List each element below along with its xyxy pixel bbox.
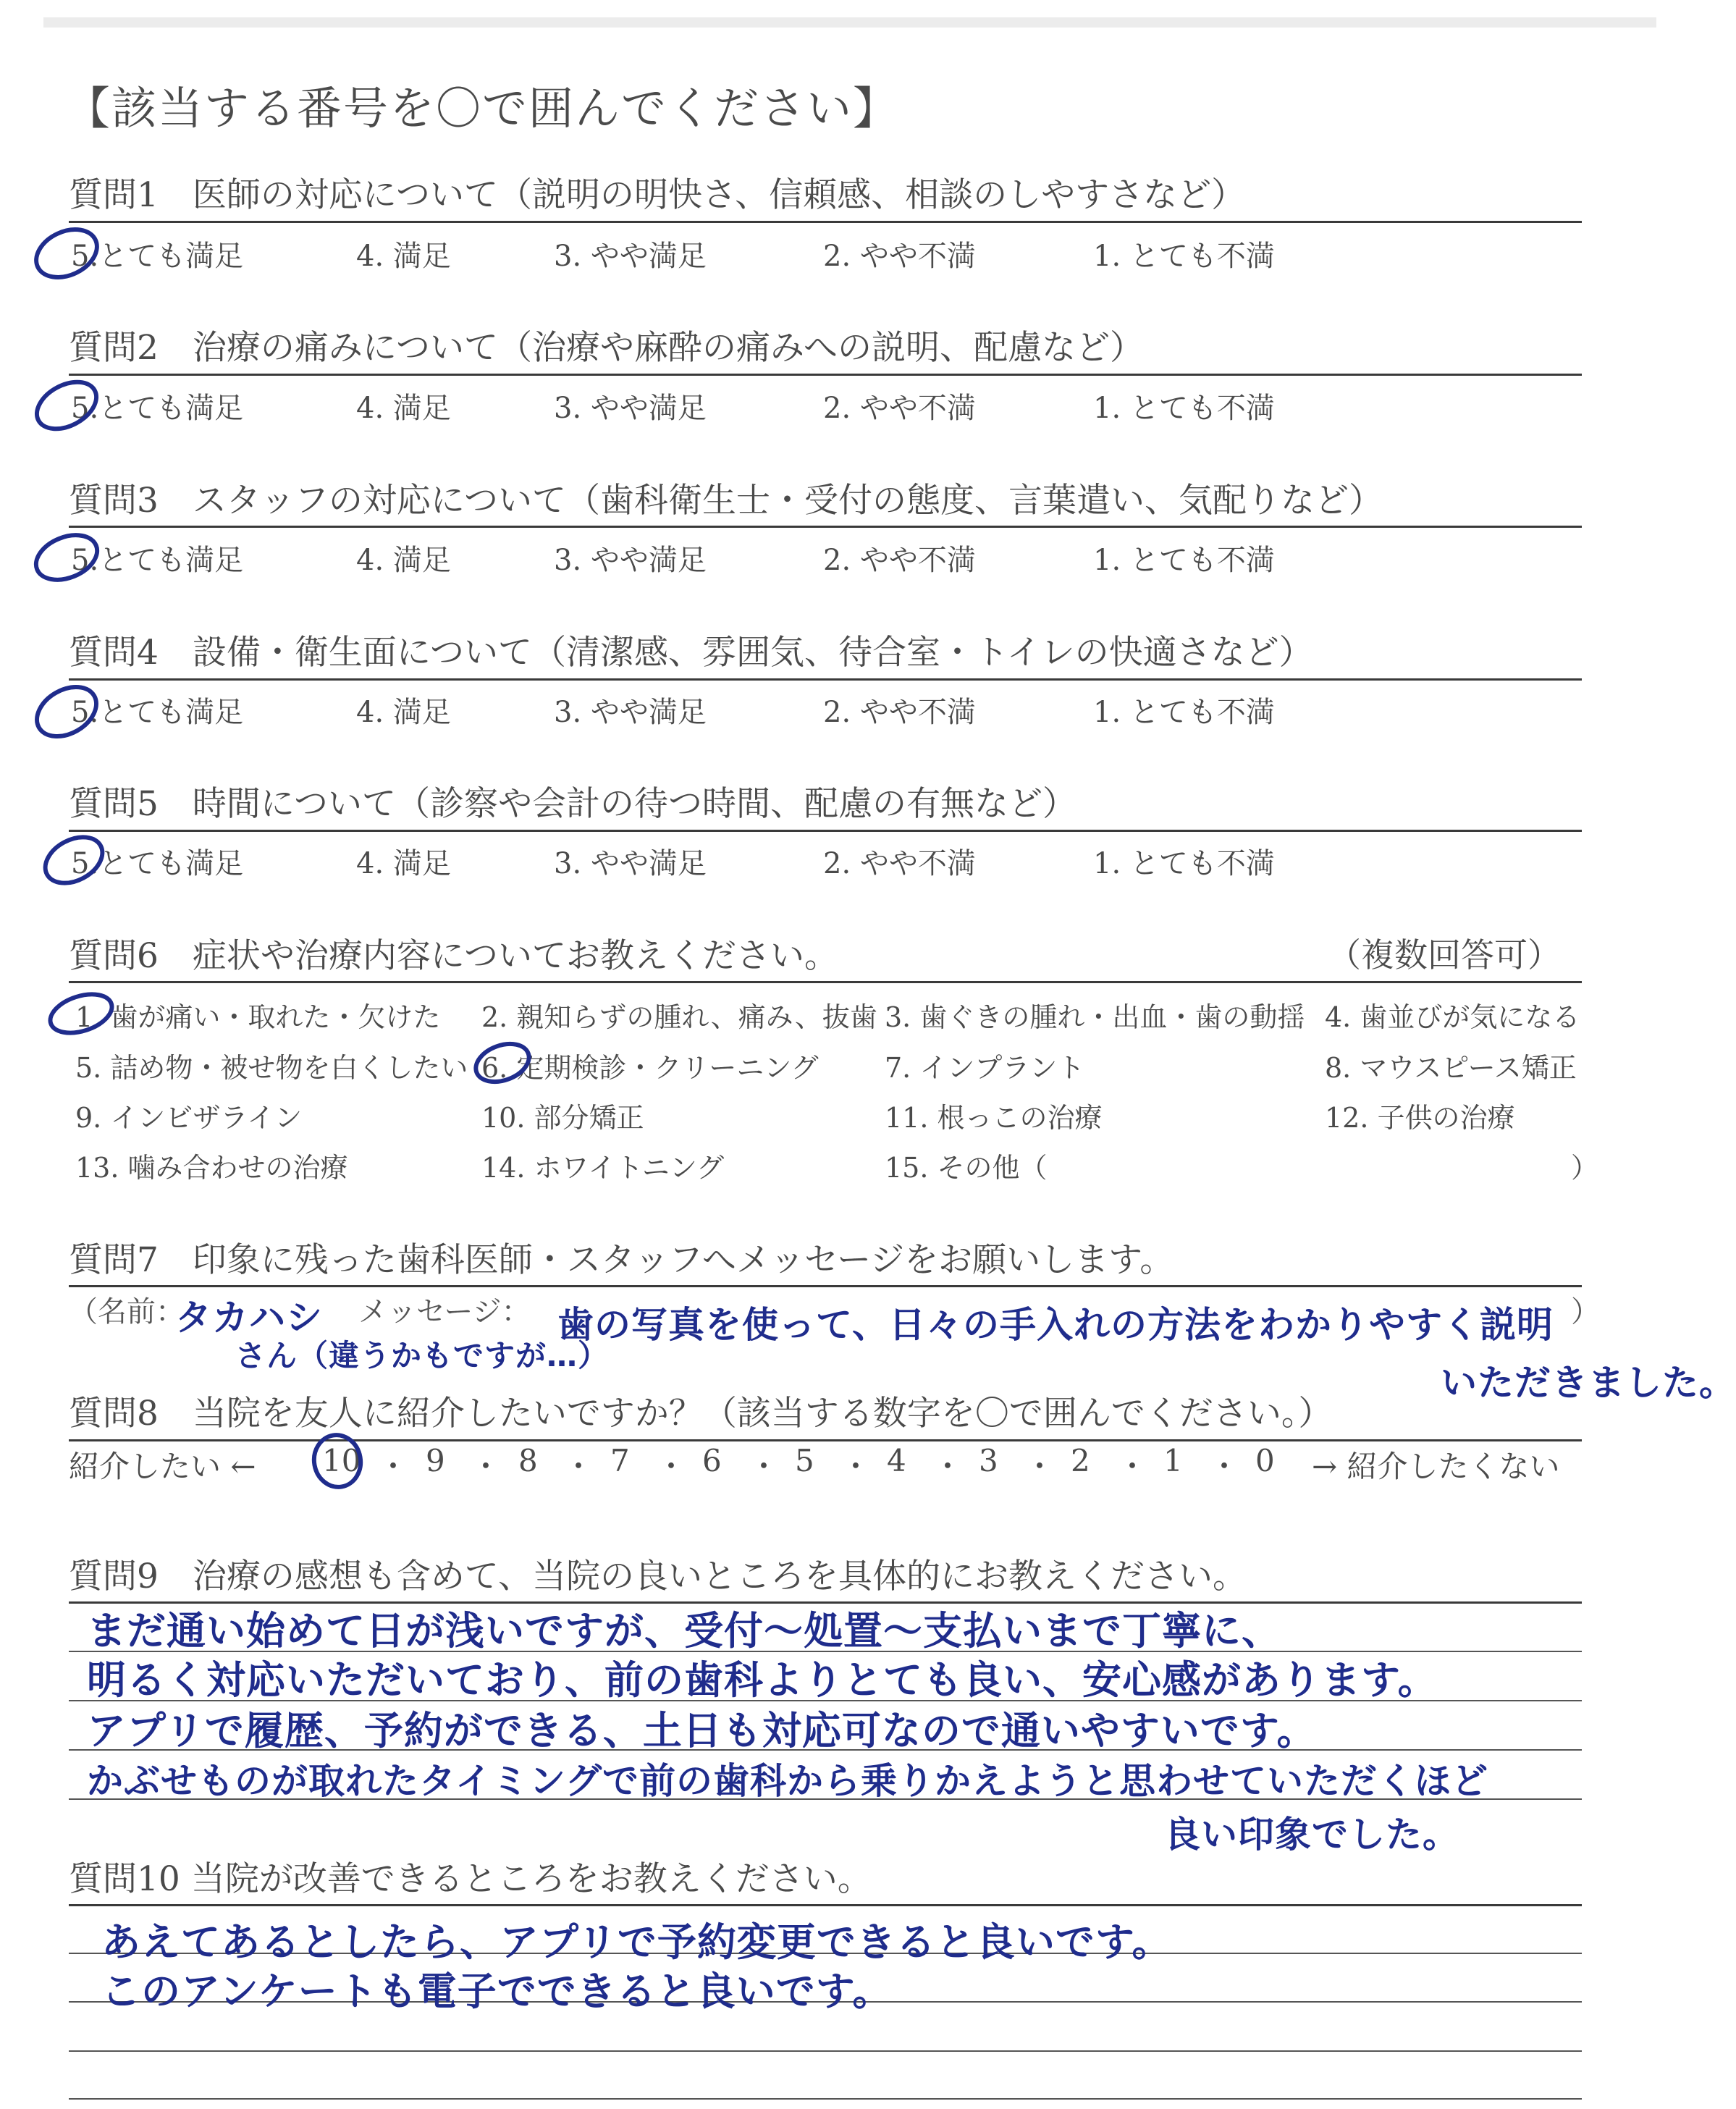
q2-selection-circle bbox=[29, 373, 109, 438]
q7-message-handwritten-2: いただきました。 bbox=[1441, 1362, 1736, 1404]
q8-scale-0[interactable]: 0 bbox=[1255, 1443, 1275, 1478]
q2-rule bbox=[69, 374, 1582, 376]
q7-title: 質問7 印象に残った歯科医師・スタッフへメッセージをお願いします。 bbox=[69, 1240, 1174, 1280]
q4-title: 質問4 設備・衛生面について（清潔感、雰囲気、待合室・トイレの快適さなど） bbox=[69, 633, 1313, 673]
q1-option-1[interactable]: 1. とても不満 bbox=[1093, 240, 1275, 273]
q2-option-2[interactable]: 2. やや不満 bbox=[823, 392, 976, 425]
q4-rule bbox=[69, 678, 1582, 681]
q10-title: 質問10 当院が改善できるところをお教えください。 bbox=[69, 1859, 872, 1899]
q3-option-4[interactable]: 4. 満足 bbox=[356, 544, 451, 577]
q10-answer-line bbox=[69, 2050, 1582, 2052]
q4-option-1[interactable]: 1. とても不満 bbox=[1093, 696, 1275, 729]
q10-answer-line-2: このアンケートも電子でできると良いです。 bbox=[101, 1969, 893, 2014]
q7-message-handwritten[interactable]: 歯の写真を使って、日々の手入れの方法をわかりやすく説明 bbox=[557, 1304, 1554, 1346]
q6-option-15-close: ） bbox=[1571, 1152, 1599, 1184]
q6-option-5[interactable]: 5. 詰め物・被せ物を白くしたい bbox=[75, 1052, 468, 1084]
q4-option-3[interactable]: 3. やや満足 bbox=[554, 696, 707, 729]
q6-option-13[interactable]: 13. 噛み合わせの治療 bbox=[75, 1152, 348, 1184]
q2-option-3[interactable]: 3. やや満足 bbox=[554, 392, 707, 425]
q1-rule bbox=[69, 221, 1582, 223]
q5-selection-circle bbox=[36, 827, 116, 892]
q5-rule bbox=[69, 830, 1582, 832]
q6-option-12[interactable]: 12. 子供の治療 bbox=[1325, 1102, 1515, 1134]
q2-option-5[interactable]: 5.とても満足 bbox=[71, 392, 244, 425]
scan-edge bbox=[43, 17, 1656, 28]
q8-scale-1[interactable]: 1 bbox=[1163, 1443, 1183, 1478]
q9-answer-line-4: かぶせものが取れたタイミングで前の歯科から乗りかえようと思わせていただくほど bbox=[87, 1760, 1488, 1802]
q6-option-11[interactable]: 11. 根っこの治療 bbox=[885, 1102, 1103, 1134]
q6-option-2[interactable]: 2. 親知らずの腫れ、痛み、抜歯 bbox=[481, 1001, 877, 1033]
q8-scale-dot: ・ bbox=[378, 1449, 409, 1484]
q7-message-label: メッセージ： bbox=[358, 1295, 531, 1329]
q1-option-3[interactable]: 3. やや満足 bbox=[554, 240, 707, 273]
q8-scale-6[interactable]: 6 bbox=[702, 1443, 722, 1478]
q8-left-label: 紹介したい ← bbox=[69, 1449, 256, 1484]
q6-option-3[interactable]: 3. 歯ぐきの腫れ・出血・歯の動揺 bbox=[885, 1001, 1305, 1033]
q6-option-7[interactable]: 7. インプラント bbox=[885, 1052, 1085, 1084]
q9-answer-line-1: まだ通い始めて日が浅いですが、受付〜処置〜支払いまで丁寧に、 bbox=[87, 1608, 1281, 1654]
q6-option-4[interactable]: 4. 歯並びが気になる bbox=[1325, 1001, 1580, 1033]
q7-name-handwritten-2: さん（違うかもですが…） bbox=[235, 1338, 610, 1373]
q7-name-label: （名前： bbox=[69, 1295, 185, 1329]
q8-scale-dot: ・ bbox=[471, 1449, 502, 1484]
q1-selection-circle bbox=[29, 221, 109, 286]
q10-answer-line bbox=[69, 2098, 1582, 2100]
q8-title: 質問8 当院を友人に紹介したいですか？（該当する数字を〇で囲んでください。） bbox=[69, 1394, 1333, 1434]
q7-name-handwritten[interactable]: タカハシ bbox=[175, 1297, 323, 1339]
q8-scale-5[interactable]: 5 bbox=[795, 1443, 814, 1478]
q6-option-10[interactable]: 10. 部分矯正 bbox=[481, 1102, 644, 1134]
q3-option-1[interactable]: 1. とても不満 bbox=[1093, 544, 1275, 577]
q1-option-5[interactable]: 5.とても満足 bbox=[71, 240, 244, 273]
q7-rule bbox=[69, 1285, 1582, 1287]
q8-scale-dot: ・ bbox=[563, 1449, 594, 1484]
q6-selection-circle-6 bbox=[469, 1034, 542, 1092]
q10-answer-line-1: あえてあるとしたら、アプリで予約変更できると良いです。 bbox=[101, 1919, 1172, 1965]
q3-rule bbox=[69, 526, 1582, 528]
q9-answer-line-3: アプリで履歴、予約ができる、土日も対応可なので通いやすいです。 bbox=[87, 1708, 1317, 1754]
q4-selection-circle bbox=[29, 677, 109, 742]
q9-title: 質問9 治療の感想も含めて、当院の良いところを具体的にお教えください。 bbox=[69, 1557, 1247, 1596]
q8-scale-dot: ・ bbox=[840, 1449, 872, 1484]
q3-selection-circle bbox=[29, 525, 109, 590]
q8-scale-dot: ・ bbox=[1024, 1449, 1055, 1484]
q8-scale-dot: ・ bbox=[656, 1449, 687, 1484]
q3-option-2[interactable]: 2. やや不満 bbox=[823, 544, 976, 577]
q8-scale-3[interactable]: 3 bbox=[979, 1443, 998, 1478]
page-instruction: 【該当する番号を〇で囲んでください】 bbox=[65, 82, 900, 135]
q10-rule bbox=[69, 1904, 1582, 1906]
q8-selection-circle bbox=[306, 1426, 371, 1496]
q6-rule bbox=[69, 981, 1582, 983]
q9-answer-line-5: 良い印象でした。 bbox=[1164, 1814, 1459, 1856]
q6-option-9[interactable]: 9. インビザライン bbox=[75, 1102, 303, 1134]
q8-scale-10[interactable]: 10 bbox=[322, 1443, 361, 1478]
q8-scale-dot: ・ bbox=[1117, 1449, 1148, 1484]
q6-option-8[interactable]: 8. マウスピース矯正 bbox=[1325, 1052, 1577, 1084]
q6-option-1[interactable]: 1. 歯が痛い・取れた・欠けた bbox=[75, 1001, 441, 1033]
q4-option-4[interactable]: 4. 満足 bbox=[356, 696, 451, 729]
q1-option-2[interactable]: 2. やや不満 bbox=[823, 240, 976, 273]
q5-option-3[interactable]: 3. やや満足 bbox=[554, 847, 707, 880]
q4-option-2[interactable]: 2. やや不満 bbox=[823, 696, 976, 729]
q2-option-1[interactable]: 1. とても不満 bbox=[1093, 392, 1275, 425]
q6-option-14[interactable]: 14. ホワイトニング bbox=[481, 1152, 725, 1184]
q6-multiple-note: （複数回答可） bbox=[1328, 935, 1561, 974]
q8-scale-4[interactable]: 4 bbox=[887, 1443, 906, 1478]
q5-title: 質問5 時間について（診察や会計の待つ時間、配慮の有無など） bbox=[69, 784, 1076, 824]
q8-scale-2[interactable]: 2 bbox=[1071, 1443, 1090, 1478]
q8-scale-dot: ・ bbox=[1209, 1449, 1240, 1484]
q8-rule bbox=[69, 1439, 1582, 1441]
q8-scale-9[interactable]: 9 bbox=[426, 1443, 445, 1478]
q6-title: 質問6 症状や治療内容についてお教えください。 bbox=[69, 936, 838, 976]
q3-option-5[interactable]: 5.とても満足 bbox=[71, 544, 244, 577]
q4-option-5[interactable]: 5.とても満足 bbox=[71, 696, 244, 729]
q8-scale-dot: ・ bbox=[749, 1449, 780, 1484]
q3-title: 質問3 スタッフの対応について（歯科衛生士・受付の態度、言葉遣い、気配りなど） bbox=[69, 481, 1383, 521]
q6-option-6[interactable]: 6. 定期検診・クリーニング bbox=[481, 1052, 819, 1084]
q8-scale-8[interactable]: 8 bbox=[518, 1443, 538, 1478]
q8-right-label: → 紹介したくない bbox=[1312, 1449, 1560, 1484]
q2-title: 質問2 治療の痛みについて（治療や麻酔の痛みへの説明、配慮など） bbox=[69, 328, 1145, 368]
q6-selection-circle-1 bbox=[43, 985, 123, 1043]
q7-close-paren: ） bbox=[1571, 1295, 1600, 1329]
q6-option-15[interactable]: 15. その他（ bbox=[885, 1152, 1048, 1184]
q9-answer-line-2: 明るく対応いただいており、前の歯科よりとても良い、安心感があります。 bbox=[87, 1657, 1438, 1703]
q8-scale-dot: ・ bbox=[932, 1449, 964, 1484]
q5-option-5[interactable]: 5.とても満足 bbox=[71, 847, 244, 880]
q1-option-4[interactable]: 4. 満足 bbox=[356, 240, 451, 273]
q1-title: 質問1 医師の対応について（説明の明快さ、信頼感、相談のしやすさなど） bbox=[69, 175, 1246, 215]
q8-scale-7[interactable]: 7 bbox=[610, 1443, 630, 1478]
q5-option-1[interactable]: 1. とても不満 bbox=[1093, 847, 1275, 880]
q2-option-4[interactable]: 4. 満足 bbox=[356, 392, 451, 425]
q5-option-4[interactable]: 4. 満足 bbox=[356, 847, 451, 880]
q5-option-2[interactable]: 2. やや不満 bbox=[823, 847, 976, 880]
q3-option-3[interactable]: 3. やや満足 bbox=[554, 544, 707, 577]
